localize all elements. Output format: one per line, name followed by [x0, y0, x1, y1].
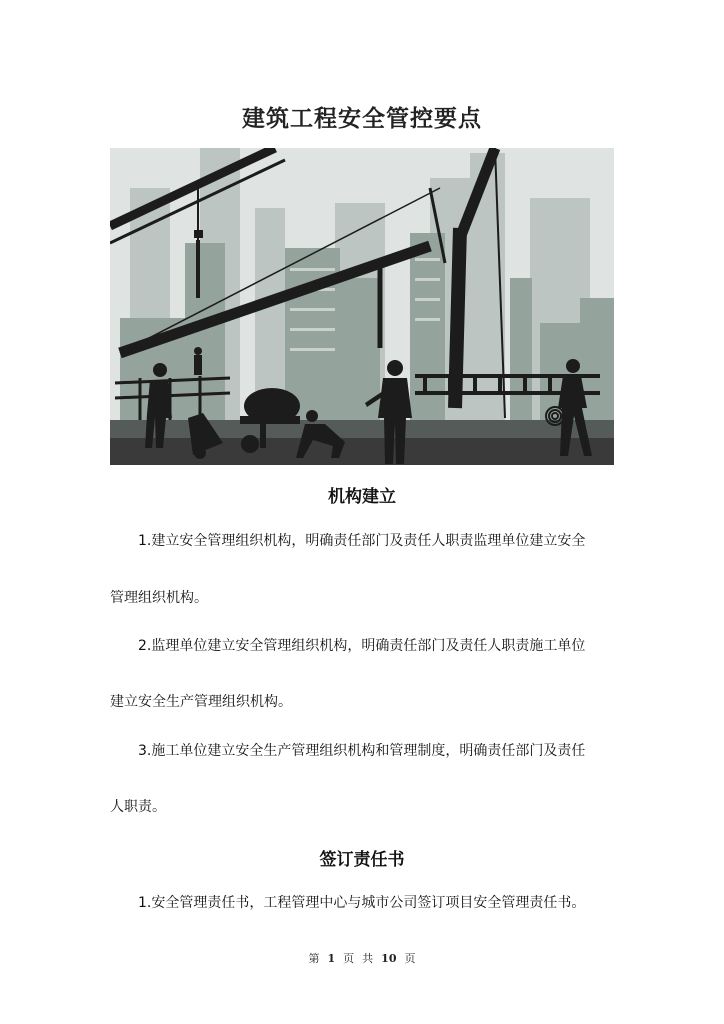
document-title: 建筑工程安全管控要点	[242, 106, 482, 132]
total-pages-number: 10	[381, 952, 397, 965]
construction-site-silhouette-icon	[110, 148, 614, 465]
paragraph-line: 1.安全管理责任书，工程管理中心与城市公司签订项目安全管理责任书。	[138, 895, 586, 911]
footer-mid2: 共	[362, 952, 374, 965]
paragraph-line: 管理组织机构。	[110, 590, 208, 606]
paragraph-line: 1.建立安全管理组织机构，明确责任部门及责任人职责监理单位建立安全	[138, 533, 586, 549]
paragraph-line: 3.施工单位建立安全生产管理组织机构和管理制度，明确责任部门及责任	[138, 743, 586, 759]
paragraph-line: 建立安全生产管理组织机构。	[110, 694, 292, 710]
paragraph-line: 2.监理单位建立安全管理组织机构，明确责任部门及责任人职责施工单位	[138, 638, 586, 654]
page-footer	[0, 950, 724, 966]
footer-prefix: 第	[308, 952, 320, 965]
footer-mid1: 页	[343, 952, 355, 965]
current-page-number: 1	[327, 952, 336, 965]
section-heading: 签订责任书	[319, 850, 405, 870]
paragraph-line: 人职责。	[110, 799, 166, 815]
construction-site-image	[110, 148, 614, 465]
section-heading: 机构建立	[328, 487, 396, 507]
footer-suffix: 页	[404, 952, 416, 965]
